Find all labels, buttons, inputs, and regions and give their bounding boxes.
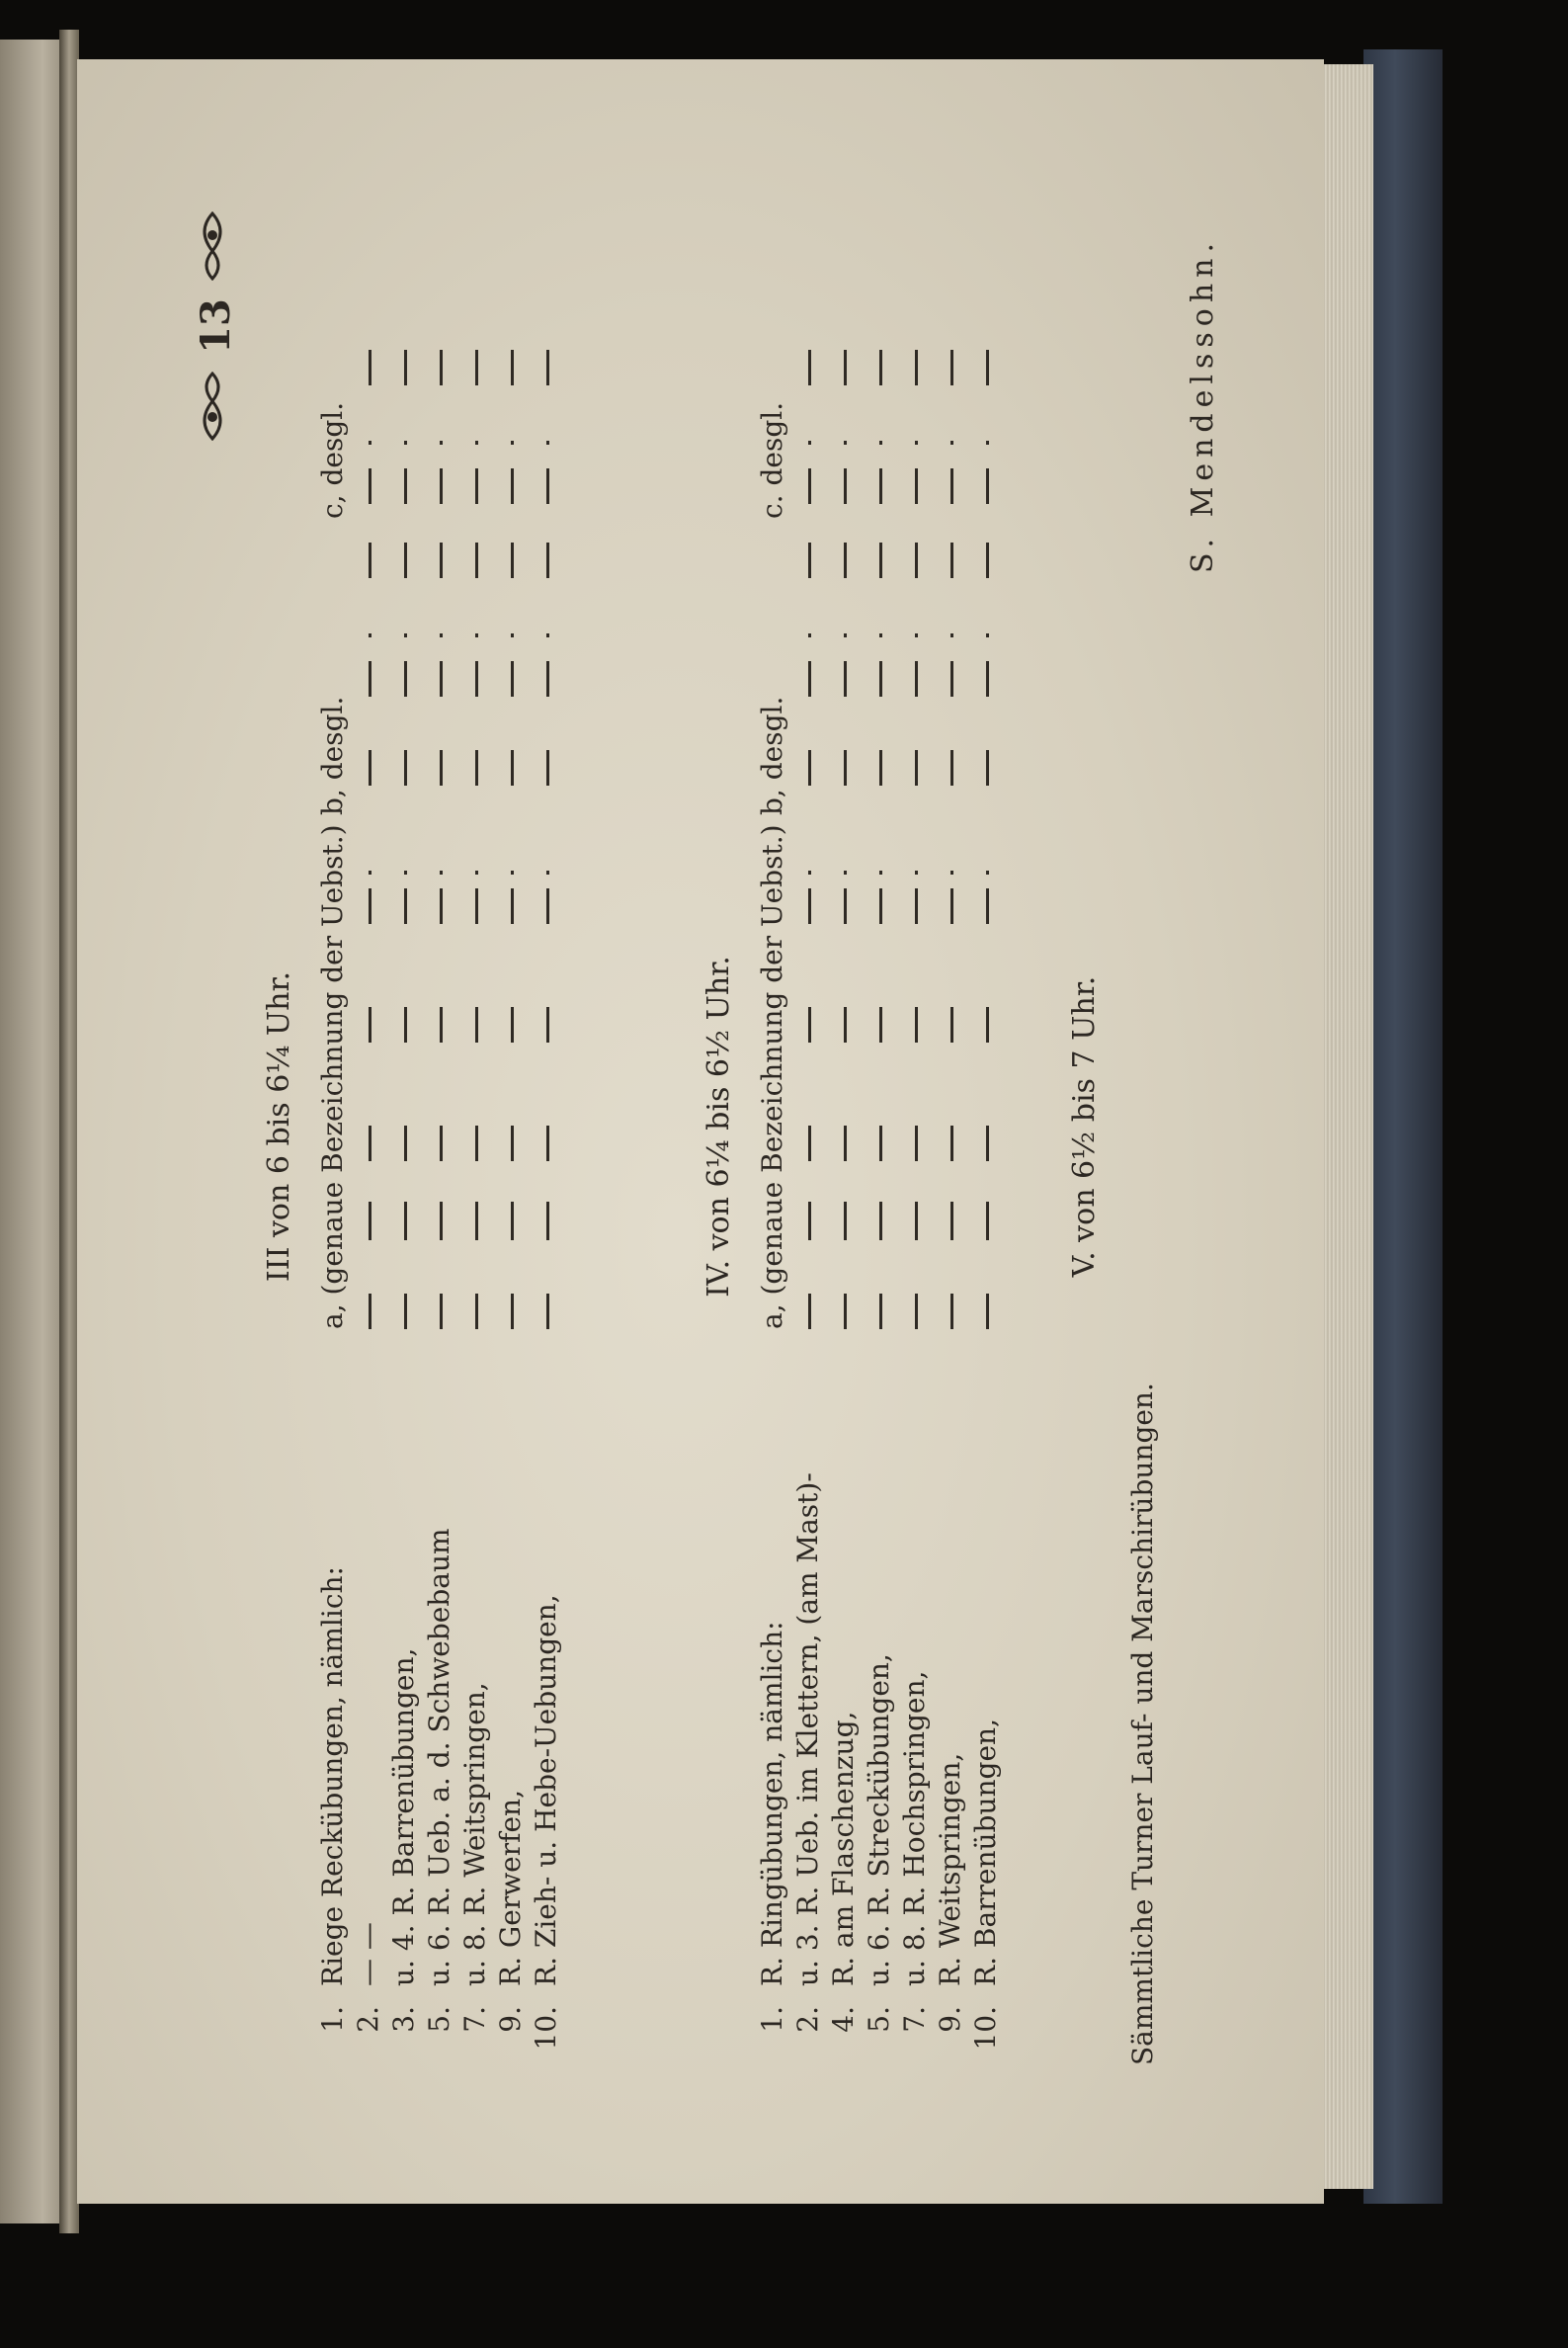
ditto-dash xyxy=(844,1205,847,1240)
ditto-dash xyxy=(369,350,371,385)
leader-dot xyxy=(844,871,847,875)
column-a-text: a, (genaue Bezeichnung der Uebst.) xyxy=(756,824,788,1329)
ditto-dash xyxy=(808,543,811,578)
ditto-dash xyxy=(879,661,882,697)
leader-dot xyxy=(475,633,478,637)
ditto-dash xyxy=(511,750,514,786)
ditto-dash xyxy=(475,543,478,578)
row-number: 9. xyxy=(934,2006,966,2033)
leader-dot xyxy=(950,633,953,637)
ditto-dash xyxy=(404,350,407,385)
ditto-dash xyxy=(369,888,371,924)
ditto-dash xyxy=(844,750,847,786)
ditto-dash xyxy=(511,350,514,385)
ditto-dash xyxy=(546,750,549,786)
leader-dot xyxy=(986,633,989,637)
right-ornament-icon xyxy=(195,211,237,281)
ditto-dash xyxy=(511,468,514,504)
ditto-dash xyxy=(808,750,811,786)
ditto-dash xyxy=(440,661,443,697)
ditto-dash xyxy=(404,468,407,504)
row-columns xyxy=(423,212,460,1329)
ditto-dash xyxy=(844,1126,847,1161)
table-row xyxy=(934,188,971,2065)
ditto-dash xyxy=(950,350,953,385)
ditto-dash xyxy=(915,350,918,385)
section-v-text xyxy=(1126,188,1166,2065)
ditto-dash xyxy=(986,1007,989,1043)
ditto-dash xyxy=(475,1126,478,1161)
ditto-dash xyxy=(440,1126,443,1161)
row-columns xyxy=(969,212,1007,1329)
ditto-dash xyxy=(369,468,371,504)
row-columns xyxy=(530,212,567,1329)
ditto-dash xyxy=(986,888,989,924)
row-label: R. Ringübungen, nämlich: xyxy=(756,1621,788,1986)
leader-dot xyxy=(808,871,811,875)
ditto-dash xyxy=(511,543,514,578)
leader-dot xyxy=(879,633,882,637)
ditto-dash xyxy=(440,1294,443,1329)
closing-line: Sämmtliche Turner Lauf- und Marschirübungen. xyxy=(1126,1383,1159,2065)
leader-dot xyxy=(511,633,514,637)
ditto-dash xyxy=(844,888,847,924)
row-number: 5. xyxy=(863,2006,895,2033)
section-heading-iv: IV. von 6¼ bis 6½ Uhr. xyxy=(701,956,736,1298)
table-row xyxy=(458,188,496,2065)
ditto-dash xyxy=(808,1294,811,1329)
row-number: 10. xyxy=(530,2006,562,2051)
ditto-dash xyxy=(844,543,847,578)
ditto-dash xyxy=(369,1007,371,1043)
ditto-dash xyxy=(808,888,811,924)
table-row xyxy=(827,188,865,2065)
row-number: 2. xyxy=(791,2006,824,2033)
leader-dot xyxy=(950,871,953,875)
ditto-dash xyxy=(915,1205,918,1240)
ditto-dash xyxy=(808,1007,811,1043)
section-heading-iii: III von 6 bis 6¼ Uhr. xyxy=(262,970,296,1283)
ditto-dash xyxy=(404,543,407,578)
column-c-text: c, desgl. xyxy=(316,401,349,519)
table-row xyxy=(898,188,936,2065)
ditto-dash xyxy=(475,1205,478,1240)
ditto-dash xyxy=(879,888,882,924)
ditto-dash xyxy=(546,1205,549,1240)
ditto-dash xyxy=(475,350,478,385)
ditto-dash xyxy=(369,543,371,578)
column-b-text: b, desgl. xyxy=(756,696,788,815)
row-number: 2. xyxy=(352,2006,384,2033)
table-row xyxy=(352,188,389,2065)
ditto-dash xyxy=(440,1205,443,1240)
ditto-dash xyxy=(440,468,443,504)
ditto-dash xyxy=(511,1007,514,1043)
row-number: 10. xyxy=(969,2006,1002,2051)
row-label: u. 6. R. Ueb. a. d. Schwebebaum xyxy=(423,1528,455,1986)
ditto-dash xyxy=(986,1294,989,1329)
ditto-dash xyxy=(475,888,478,924)
ditto-dash xyxy=(511,888,514,924)
leader-dot xyxy=(404,633,407,637)
row-label: u. 8. R. Hochspringen, xyxy=(898,1670,931,1986)
ditto-dash xyxy=(440,543,443,578)
row-number: 3. xyxy=(387,2006,420,2033)
table-row xyxy=(530,188,567,2065)
table-row xyxy=(863,188,900,2065)
ditto-dash xyxy=(404,1205,407,1240)
row-columns xyxy=(863,212,900,1329)
leader-dot xyxy=(844,441,847,445)
ditto-dash xyxy=(440,888,443,924)
leader-dot xyxy=(404,1202,407,1206)
table-row xyxy=(791,188,829,2065)
row-columns xyxy=(756,212,793,1329)
ditto-dash xyxy=(404,661,407,697)
left-ornament-icon xyxy=(195,372,237,441)
ditto-dash xyxy=(404,750,407,786)
ditto-dash xyxy=(475,1007,478,1043)
leader-dot xyxy=(369,1202,371,1206)
row-label: R. Zieh- u. Hebe-Uebungen, xyxy=(530,1594,562,1986)
row-columns xyxy=(934,212,971,1329)
ditto-dash xyxy=(950,1126,953,1161)
ditto-dash xyxy=(879,1126,882,1161)
leader-dot xyxy=(879,1202,882,1206)
table-row xyxy=(423,188,460,2065)
ditto-dash xyxy=(475,468,478,504)
ditto-dash xyxy=(844,468,847,504)
column-c-text: c. desgl. xyxy=(756,401,788,519)
leader-dot xyxy=(369,871,371,875)
row-columns xyxy=(898,212,936,1329)
ditto-dash xyxy=(950,1294,953,1329)
ditto-dash xyxy=(440,1007,443,1043)
ditto-dash xyxy=(950,750,953,786)
ditto-dash xyxy=(369,1294,371,1329)
row-label: Riege Reckübungen, nämlich: xyxy=(316,1566,349,1986)
leader-dot xyxy=(915,871,918,875)
row-label: R. am Flaschenzug, xyxy=(827,1711,860,1986)
ditto-dash xyxy=(950,1205,953,1240)
ditto-dash xyxy=(546,1294,549,1329)
row-number: 5. xyxy=(423,2006,455,2033)
ditto-dash xyxy=(915,1294,918,1329)
ditto-dash xyxy=(950,888,953,924)
ditto-dash xyxy=(546,888,549,924)
ditto-dash xyxy=(986,350,989,385)
row-columns xyxy=(791,212,829,1329)
leader-dot xyxy=(844,1202,847,1206)
ditto-dash xyxy=(950,661,953,697)
leader-dot xyxy=(475,441,478,445)
ditto-dash xyxy=(404,1007,407,1043)
ditto-dash xyxy=(369,661,371,697)
ditto-dash xyxy=(986,1126,989,1161)
ditto-dash xyxy=(915,661,918,697)
row-label: u. 3. R. Ueb. im Klettern, (am Mast)- xyxy=(791,1472,824,1986)
ditto-dash xyxy=(475,661,478,697)
ditto-dash xyxy=(879,1007,882,1043)
ditto-dash xyxy=(915,1126,918,1161)
ditto-dash xyxy=(546,1126,549,1161)
ditto-dash xyxy=(844,1007,847,1043)
ditto-dash xyxy=(808,661,811,697)
row-label: u. 8. R. Weitspringen, xyxy=(458,1682,491,1986)
row-number: 7. xyxy=(898,2006,931,2033)
ditto-dash xyxy=(475,750,478,786)
ditto-dash xyxy=(986,468,989,504)
ditto-dash xyxy=(808,468,811,504)
leader-dot xyxy=(950,1202,953,1206)
ditto-dash xyxy=(950,468,953,504)
row-columns xyxy=(387,212,425,1329)
column-a-text: a, (genaue Bezeichnung der Uebst.) xyxy=(316,824,349,1329)
leader-dot xyxy=(986,1202,989,1206)
leader-dot xyxy=(915,1202,918,1206)
ditto-dash xyxy=(369,1126,371,1161)
ditto-dash xyxy=(369,750,371,786)
leader-dot xyxy=(950,441,953,445)
ditto-dash xyxy=(808,1205,811,1240)
leader-dot xyxy=(546,871,549,875)
leader-dot xyxy=(440,441,443,445)
table-row xyxy=(316,188,354,2065)
ditto-dash xyxy=(986,1205,989,1240)
page-number: 13 xyxy=(192,298,239,354)
ditto-dash xyxy=(879,1205,882,1240)
leader-dot xyxy=(440,871,443,875)
ditto-dash xyxy=(986,661,989,697)
leader-dot xyxy=(546,1202,549,1206)
ditto-dash xyxy=(546,1007,549,1043)
row-columns xyxy=(827,212,865,1329)
ditto-dash xyxy=(511,661,514,697)
leader-dot xyxy=(369,633,371,637)
leader-dot xyxy=(546,633,549,637)
ditto-dash xyxy=(879,468,882,504)
leader-dot xyxy=(879,871,882,875)
row-label: R. Barrenübungen, xyxy=(969,1719,1002,1986)
row-columns xyxy=(316,212,354,1329)
table-row xyxy=(969,188,1007,2065)
row-number: 7. xyxy=(458,2006,491,2033)
ditto-dash xyxy=(511,1205,514,1240)
leader-dot xyxy=(915,441,918,445)
leader-dot xyxy=(546,441,549,445)
ditto-dash xyxy=(844,661,847,697)
leader-dot xyxy=(440,633,443,637)
row-number: 4. xyxy=(827,2006,860,2033)
leader-dot xyxy=(808,1202,811,1206)
leader-dot xyxy=(879,441,882,445)
page-header xyxy=(186,208,245,445)
leader-dot xyxy=(511,1202,514,1206)
signature: S. Mendelssohn. xyxy=(1186,237,1220,573)
leader-dot xyxy=(808,633,811,637)
ditto-dash xyxy=(915,1007,918,1043)
ditto-dash xyxy=(915,543,918,578)
ditto-dash xyxy=(440,350,443,385)
leader-dot xyxy=(404,871,407,875)
leader-dot xyxy=(440,1202,443,1206)
ditto-dash xyxy=(546,661,549,697)
ditto-dash xyxy=(915,468,918,504)
table-row xyxy=(387,188,425,2065)
column-b-text: b, desgl. xyxy=(316,696,349,815)
row-columns xyxy=(458,212,496,1329)
leader-dot xyxy=(844,633,847,637)
ditto-dash xyxy=(879,1294,882,1329)
ditto-dash xyxy=(546,543,549,578)
ditto-dash xyxy=(915,750,918,786)
leader-dot xyxy=(511,441,514,445)
book-cover xyxy=(1363,49,1443,2204)
leader-dot xyxy=(369,441,371,445)
row-number: 9. xyxy=(494,2006,527,2033)
row-label: u. 4. R. Barrenübungen, xyxy=(387,1647,420,1986)
ditto-dash xyxy=(879,750,882,786)
table-row xyxy=(494,188,532,2065)
section-heading-v: V. von 6½ bis 7 Uhr. xyxy=(1067,975,1102,1278)
ditto-dash xyxy=(950,1007,953,1043)
ditto-dash xyxy=(404,888,407,924)
ditto-dash xyxy=(546,468,549,504)
leader-dot xyxy=(986,871,989,875)
ditto-dash xyxy=(404,1294,407,1329)
ditto-dash xyxy=(986,543,989,578)
ditto-dash xyxy=(404,1126,407,1161)
leader-dot xyxy=(475,1202,478,1206)
ditto-dash xyxy=(808,1126,811,1161)
ditto-dash xyxy=(440,750,443,786)
ditto-dash xyxy=(986,750,989,786)
row-label: R. Gerwerfen, xyxy=(494,1790,527,1986)
ditto-dash xyxy=(369,1205,371,1240)
row-number: 1. xyxy=(756,2006,788,2033)
ditto-dash xyxy=(915,888,918,924)
row-columns xyxy=(352,212,389,1329)
ditto-dash xyxy=(879,350,882,385)
leader-dot xyxy=(511,871,514,875)
ditto-dash xyxy=(511,1126,514,1161)
ditto-dash xyxy=(879,543,882,578)
ditto-dash xyxy=(844,1294,847,1329)
row-label: — — xyxy=(352,1922,384,1986)
row-label: R. Weitspringen, xyxy=(934,1752,966,1986)
row-columns xyxy=(494,212,532,1329)
leader-dot xyxy=(986,441,989,445)
leader-dot xyxy=(808,441,811,445)
row-label: u. 6. R. Streckübungen, xyxy=(863,1653,895,1986)
leader-dot xyxy=(404,441,407,445)
table-row xyxy=(756,188,793,2065)
book-gutter xyxy=(59,30,79,2233)
ditto-dash xyxy=(475,1294,478,1329)
leader-dot xyxy=(915,633,918,637)
ditto-dash xyxy=(808,350,811,385)
ditto-dash xyxy=(950,543,953,578)
row-number: 1. xyxy=(316,2006,349,2033)
leader-dot xyxy=(475,871,478,875)
ditto-dash xyxy=(844,350,847,385)
ditto-dash xyxy=(546,350,549,385)
ditto-dash xyxy=(511,1294,514,1329)
rotated-page-content xyxy=(148,188,1235,2065)
